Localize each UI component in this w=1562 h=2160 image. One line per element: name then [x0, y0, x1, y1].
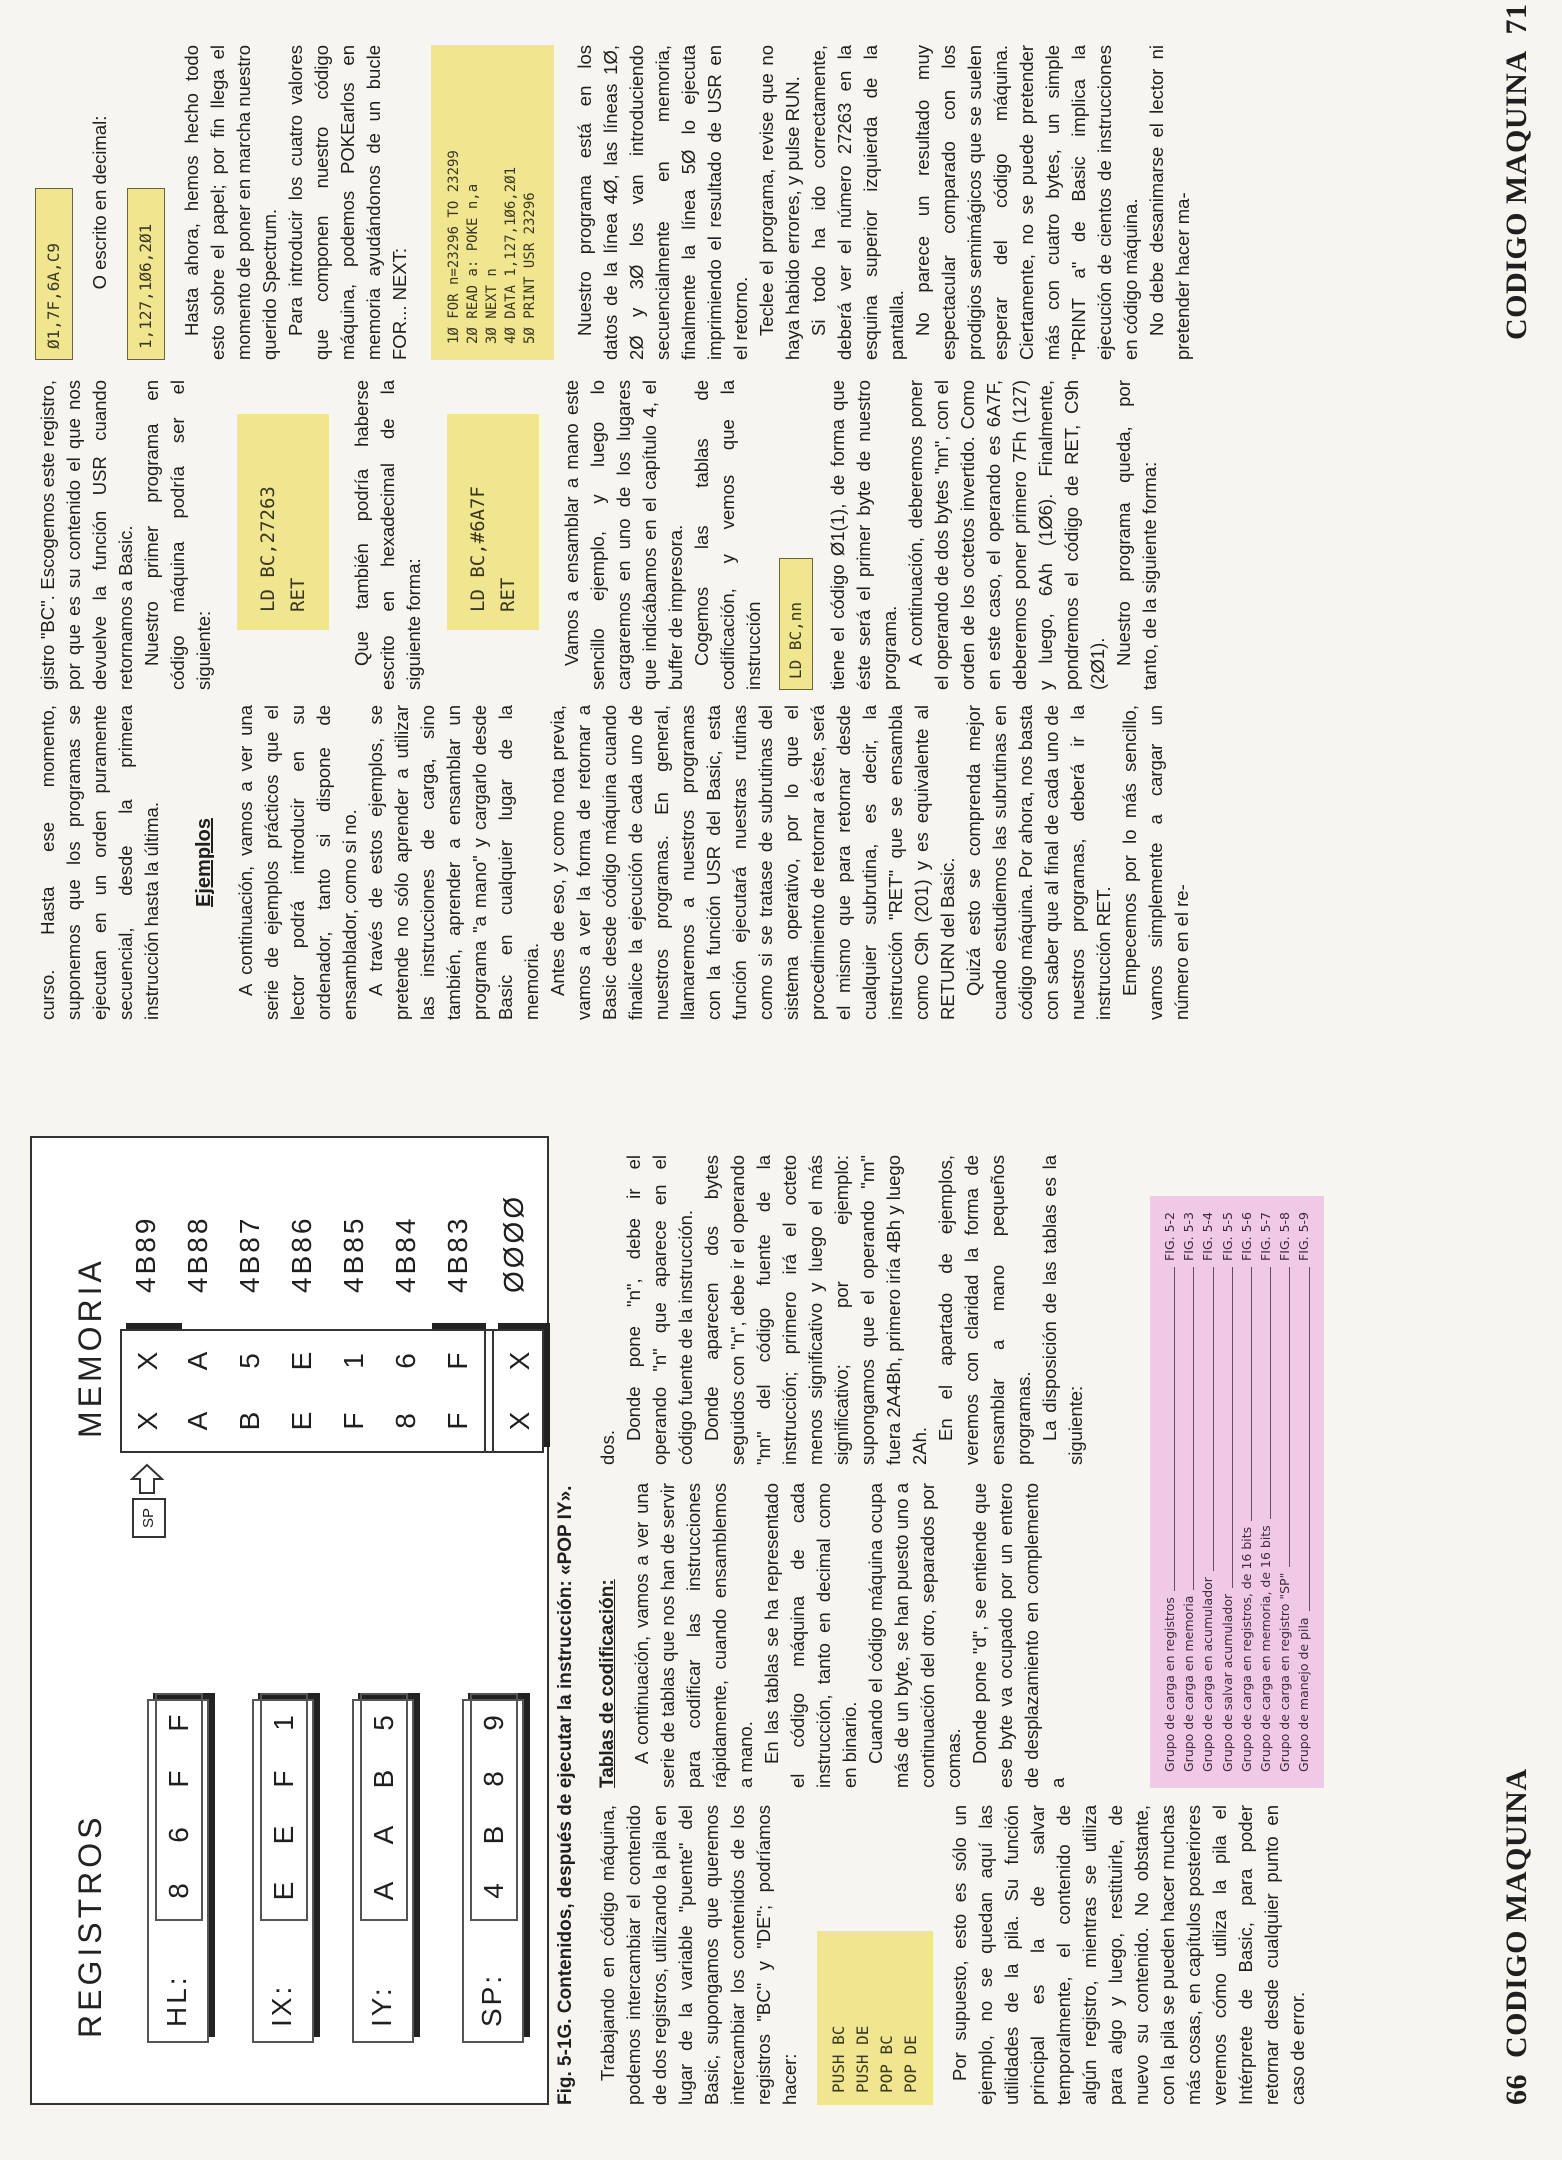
memory-cell — [432, 1329, 486, 1453]
nibble: F — [163, 1714, 194, 1732]
memory-cell — [380, 1329, 434, 1453]
leader-line — [1164, 1267, 1175, 1591]
paragraph: No debe desanimarse el lector ni pretender hacer ma- — [1146, 45, 1193, 360]
mem-byte-hi: X — [504, 1411, 535, 1431]
mem-byte-hi: A — [182, 1411, 213, 1431]
paragraph: La disposición de las tablas es la siguiente: — [1039, 1155, 1086, 1465]
table-figure: FIG. 5-4 — [1200, 1212, 1216, 1261]
paragraph: A continuación, deberemos poner el operando de dos bytes "nn", con el orden de los octetos invertido. Como en este caso, el operando es 6A7F, deberemos poner primero 7Fh (127) y luego, 6Ah (1Ø6). Finalmente, pondremos el código de RET, C9h (2Ø1). — [905, 380, 1108, 690]
nibble: F — [163, 1770, 194, 1788]
table-row — [1198, 1212, 1217, 1772]
register-sp — [462, 1699, 524, 2043]
memory-cell — [328, 1329, 382, 1453]
code-line: RET — [497, 577, 519, 612]
page-number: 71 — [1500, 3, 1533, 35]
table-figure: FIG. 5-6 — [1238, 1212, 1254, 1261]
mem-byte-lo: 6 — [390, 1353, 421, 1369]
right-column-1 — [35, 705, 1195, 1020]
paragraph: gistro "BC". Escogemos este registro, por que es su contenido el que nos devuelve la función USR cuando retornamos a Basic. — [37, 380, 136, 690]
register-value — [155, 1693, 203, 1921]
register-ix — [252, 1699, 314, 2043]
mem-byte-lo: E — [286, 1351, 317, 1371]
page-footer-right — [1500, 4, 1534, 341]
register-name: SP: — [476, 1972, 507, 2027]
table-label: Grupo de salvar acumulador — [1219, 1593, 1235, 1772]
table-row — [1294, 1212, 1313, 1772]
nibble: 9 — [478, 1715, 509, 1731]
page-footer-left — [1500, 1769, 1534, 2106]
paragraph: Cuando el código máquina ocupa más de un byte, se han puesto uno a continuación del otro, separados por comas. — [865, 1483, 964, 1788]
listing-line: 5Ø PRINT USR 23296 — [522, 192, 538, 344]
mem-byte-lo: 5 — [234, 1353, 265, 1369]
basic-listing-box — [431, 45, 554, 360]
right-arrow-icon — [130, 1463, 164, 1495]
mem-byte-lo: 1 — [338, 1353, 369, 1369]
nibble: 8 — [478, 1771, 509, 1787]
memory-address: 4B85 — [338, 1215, 369, 1293]
register-name: IY: — [366, 1985, 397, 2027]
memory-address: 4B89 — [130, 1215, 161, 1293]
paragraph: Si todo ha ido correctamente, deberá ver el número 27263 en la esquina superior izquierda de la pantalla. — [808, 45, 907, 360]
table-label: Grupo de carga en registros, de 16 bits — [1238, 1526, 1254, 1772]
paragraph: Antes de eso, y como nota previa, vamos a ver la forma de retornar a Basic desde código máquina cuando finalice la ejecución de cada uno de nuestros programas. En general, llamaremos a nuestros programas con la función USR del Basic, esta función ejecutará nuestras rutinas como si se tratase de subrutinas del sistema operativo, por lo que el procedimiento de retornar a éste, será el mismo que para retornar desde cualquier subrutina, es decir, la instrucción "RET" que se ensambla como C9h (201) y es equivalente al RETURN del Basic. — [547, 705, 958, 1020]
memory-cell — [492, 1329, 544, 1453]
code-line: 1,127,1Ø6,2Ø1 — [136, 223, 155, 349]
paragraph: A continuación, vamos a ver una serie de ejemplos prácticos que el lector podrá introducir en su ordenador, tanto si dispone de ensamblador, como si no. — [235, 705, 360, 1020]
memory-cell — [172, 1329, 226, 1453]
paragraph: Nuestro primer programa en código máquina podría ser el siguiente: — [141, 380, 214, 690]
right-column-2 — [35, 380, 1163, 690]
paragraph: Vamos a ensamblar a mano este sencillo ejemplo, y luego lo cargaremos en uno de los lugares que indicábamos en el capítulo 4, el buffer de impresora. — [561, 380, 686, 690]
nibble: 8 — [163, 1883, 194, 1899]
leader-line — [1183, 1267, 1194, 1590]
code-line: LD BC,nn — [786, 601, 805, 679]
memory-cell — [224, 1329, 278, 1453]
register-name: HL: — [161, 1974, 192, 2027]
code-line: POP BC — [877, 2035, 896, 2093]
paragraph: Por supuesto, esto es sólo un ejemplo, no se quedan aquí las utilidades de la pila. Su función principal es la de salvar temporalmente, el contenido de algún registro, mientras se utiliza para algo y luego, restituirle, de nuevo su contenido. No obstante, con la pila se pueden hacer muchas más cosas, en capítulos posteriores veremos cómo utiliza la pila el Intérprete de Basic, para poder retornar desde cualquier punto en caso de error. — [949, 1805, 1308, 2105]
code-box — [779, 558, 813, 690]
figure-caption: Fig. 5-1G. Contenidos, después de ejecutar la instrucción: «POP IY». — [555, 1485, 576, 2105]
table-row — [1179, 1212, 1198, 1772]
leader-line — [1222, 1267, 1233, 1588]
table-figure: FIG. 5-2 — [1162, 1212, 1177, 1261]
mem-byte-lo: X — [504, 1351, 535, 1371]
register-name: IX: — [266, 1983, 297, 2027]
memory-heading: MEMORIA — [72, 1257, 108, 1438]
paragraph: En el apartado de ejemplos, veremos con claridad la forma de ensamblar a mano pequeños programas. — [935, 1155, 1034, 1465]
table-label: Grupo de carga en registros — [1162, 1597, 1177, 1772]
paragraph: Para introducir los cuatro valores que componen nuestro código máquina, podemos POKEarlos en memoria ayudándonos de un bucle FOR... NEXT: — [285, 45, 410, 360]
paragraph: tiene el código Ø1(1), de forma que éste será el primer byte de nuestro programa. — [827, 380, 900, 690]
memory-address: 4B87 — [234, 1215, 265, 1293]
table-row — [1160, 1212, 1179, 1772]
register-value — [260, 1693, 308, 1921]
code-line: LD BC,#6A7F — [467, 486, 489, 612]
mem-byte-hi: B — [234, 1411, 265, 1431]
right-column-3 — [35, 45, 1196, 360]
memory-address: 4B88 — [182, 1215, 213, 1293]
running-title: CODIGO MAQUINA — [1500, 1768, 1533, 2058]
registers-heading: REGISTROS — [72, 1813, 108, 2038]
table-label: Grupo de carga en memoria, de 16 bits — [1258, 1525, 1274, 1772]
memory-cell — [276, 1329, 330, 1453]
memory-address: 4B84 — [390, 1215, 421, 1293]
code-line: LD BC,27263 — [257, 486, 279, 612]
sp-pointer-label: SP — [132, 1498, 166, 1538]
table-row — [1275, 1212, 1294, 1772]
paragraph: Donde pone "n", debe ir el operando "n" que aparece en el código fuente de la instrucción. — [623, 1155, 696, 1465]
paragraph: Hasta ahora, hemos hecho todo esto sobre el papel; por fin llega el momento de poner en marcha nuestro querido Spectrum. — [181, 45, 280, 360]
leader-line — [1260, 1267, 1271, 1519]
memory-gap-dashes — [484, 1329, 492, 1453]
table-figure: FIG. 5-9 — [1296, 1212, 1312, 1261]
table-label: Grupo de manejo de pila — [1296, 1617, 1312, 1772]
paragraph: En las tablas se ha representado el código máquina de cada instrucción, tanto en decimal como en binario. — [761, 1483, 860, 1788]
mem-byte-lo: F — [442, 1352, 473, 1370]
nibble: B — [478, 1825, 509, 1845]
memory-address: ØØØØ — [498, 1193, 529, 1293]
listing-line: 1Ø FOR n=23296 TO 23299 — [446, 150, 462, 344]
code-line: RET — [287, 577, 309, 612]
code-line: PUSH BC — [829, 2025, 848, 2093]
paragraph: Nuestro programa queda, por tanto, de la siguiente forma: — [1113, 380, 1160, 690]
paragraph: Nuestro programa está en los datos de la línea 4Ø, las líneas 1Ø, 2Ø y 3Ø los van introduciendo secuencialmente en memoria, finalmente la línea 5Ø lo ejecuta imprimiendo el resultado de USR en el retorno. — [574, 45, 751, 360]
code-box — [237, 414, 329, 630]
nibble: 6 — [163, 1827, 194, 1843]
paragraph: Donde pone "d", se entiende que ese byte va ocupado por un entero de desplazamiento en complemento a — [969, 1483, 1068, 1788]
paragraph: Que también podría haberse escrito en hexadecimal de la siguiente forma: — [351, 380, 424, 690]
table-label: Grupo de carga en memoria — [1181, 1595, 1197, 1772]
paragraph: No parece un resultado muy espectacular comparado con los prodigios semimágicos que se suelen esperar del código máquina. Ciertamente, no se puede pretender más con cuatro bytes, un simple "PRINT a" de Basic implica la ejecución de cientos de instrucciones en código máquina. — [912, 45, 1141, 360]
mem-byte-lo: A — [182, 1351, 213, 1371]
table-label: Grupo de carga en acumulador — [1200, 1577, 1216, 1772]
listing-line: 4Ø DATA 1,127,1Ø6,2Ø1 — [503, 166, 519, 344]
nibble: 1 — [268, 1715, 299, 1731]
table-row — [1218, 1212, 1237, 1772]
register-hl — [147, 1699, 209, 2043]
nibble: A — [368, 1825, 399, 1845]
nibble: 4 — [478, 1883, 509, 1899]
nibble: A — [368, 1881, 399, 1901]
paragraph: dos. — [597, 1430, 618, 1465]
section-heading: Ejemplos — [193, 818, 215, 907]
mem-byte-hi: E — [286, 1411, 317, 1431]
paragraph: A continuación, vamos a ver una serie de tablas que nos han de servir para codificar las instrucciones rápidamente, cuando ensamblemos a mano. — [631, 1483, 756, 1788]
memory-address: 4B83 — [442, 1215, 473, 1293]
mem-byte-hi: F — [442, 1412, 473, 1430]
nibble: 5 — [368, 1715, 399, 1731]
paragraph: Trabajando en código máquina, podemos intercambiar el contenido de dos registros, utilizando la pila en lugar de la variable "puente" del Basic, supongamos que queremos intercambiar los contenidos de los registros "BC" y "DE"; podríamos hacer: — [597, 1805, 800, 2105]
paragraph: Donde aparecen dos bytes seguidos con "n", debe ir el operando "nn" del código fuente de la instrucción; primero irá el octeto menos significativo y luego el más significativo; por ejemplo: supongamos que el operando "nn" fuera 2A4Bh, primero iría 4Bh y luego 2Ah. — [701, 1155, 930, 1465]
nibble: B — [368, 1769, 399, 1789]
page-number: 66 — [1500, 2074, 1533, 2105]
paragraph: Teclee el programa, revise que no haya habido errores, y pulse RUN. — [756, 45, 803, 360]
paragraph: Empecemos por lo más sencillo, vamos simplemente a cargar un número en el re- — [1119, 705, 1192, 1020]
register-value — [360, 1693, 408, 1921]
code-box — [447, 414, 539, 630]
paragraph: Cogemos las tablas de codificación, y vemos que la instrucción — [691, 380, 764, 690]
running-title: CODIGO MAQUINA — [1500, 50, 1533, 340]
paragraph: curso. Hasta ese momento, suponemos que los programas se ejecutan en un orden puramente secuencial, desde la primera instrucción hasta la última. — [37, 705, 162, 1020]
mem-byte-hi: 8 — [390, 1413, 421, 1429]
mem-byte-hi: F — [338, 1412, 369, 1430]
paragraph: Quizá esto se comprenda mejor cuando estudiemos las subrutinas en código máquina. Por ahora, nos basta con saber que al final de cada uno de nuestros programas, deberá ir la instrucción RET. — [963, 705, 1114, 1020]
register-value — [470, 1693, 518, 1921]
leader-line — [1241, 1267, 1252, 1521]
paragraph: O escrito en decimal: — [89, 115, 110, 290]
code-box — [127, 188, 165, 360]
mem-byte-lo: X — [132, 1351, 163, 1371]
section-heading: Tablas de codificación: — [597, 1579, 618, 1788]
code-line: POP DE — [901, 2035, 920, 2093]
listing-line: 3Ø NEXT n — [484, 268, 500, 344]
left-column-1 — [595, 1805, 1311, 2105]
memory-address: 4B86 — [286, 1215, 317, 1293]
mem-byte-hi: X — [132, 1411, 163, 1431]
table-row — [1256, 1212, 1275, 1772]
table-figure: FIG. 5-5 — [1219, 1212, 1235, 1261]
register-iy — [352, 1699, 414, 2043]
code-line: PUSH DE — [853, 2025, 872, 2093]
coding-table-index — [1150, 1196, 1324, 1788]
left-column-3 — [595, 1155, 1089, 1465]
table-figure: FIG. 5-7 — [1258, 1212, 1274, 1261]
leader-line — [1299, 1267, 1310, 1611]
table-label: Grupo de carga en registro "SP" — [1277, 1572, 1293, 1772]
nibble: E — [268, 1881, 299, 1901]
memory-cell — [120, 1329, 176, 1453]
code-line: Ø1,7F,6A,C9 — [44, 243, 63, 349]
table-row — [1237, 1212, 1256, 1772]
paragraph: A través de estos ejemplos, se pretende no sólo aprender a utilizar las instrucciones de carga, sino también, aprender a ensamblar un programa "a mano" y cargarlo desde Basic en cualquier lugar de la memoria. — [365, 705, 542, 1020]
table-figure: FIG. 5-8 — [1277, 1212, 1293, 1261]
table-figure: FIG. 5-3 — [1181, 1212, 1197, 1261]
listing-line: 2Ø READ a: POKE n,a — [465, 183, 481, 344]
code-box — [35, 188, 73, 360]
stack-figure-box — [30, 1136, 549, 2105]
left-column-2 — [595, 1483, 1071, 1788]
nibble: F — [268, 1770, 299, 1788]
code-box — [817, 1931, 933, 2105]
leader-line — [1203, 1267, 1214, 1571]
nibble: E — [268, 1825, 299, 1845]
leader-line — [1279, 1267, 1290, 1567]
